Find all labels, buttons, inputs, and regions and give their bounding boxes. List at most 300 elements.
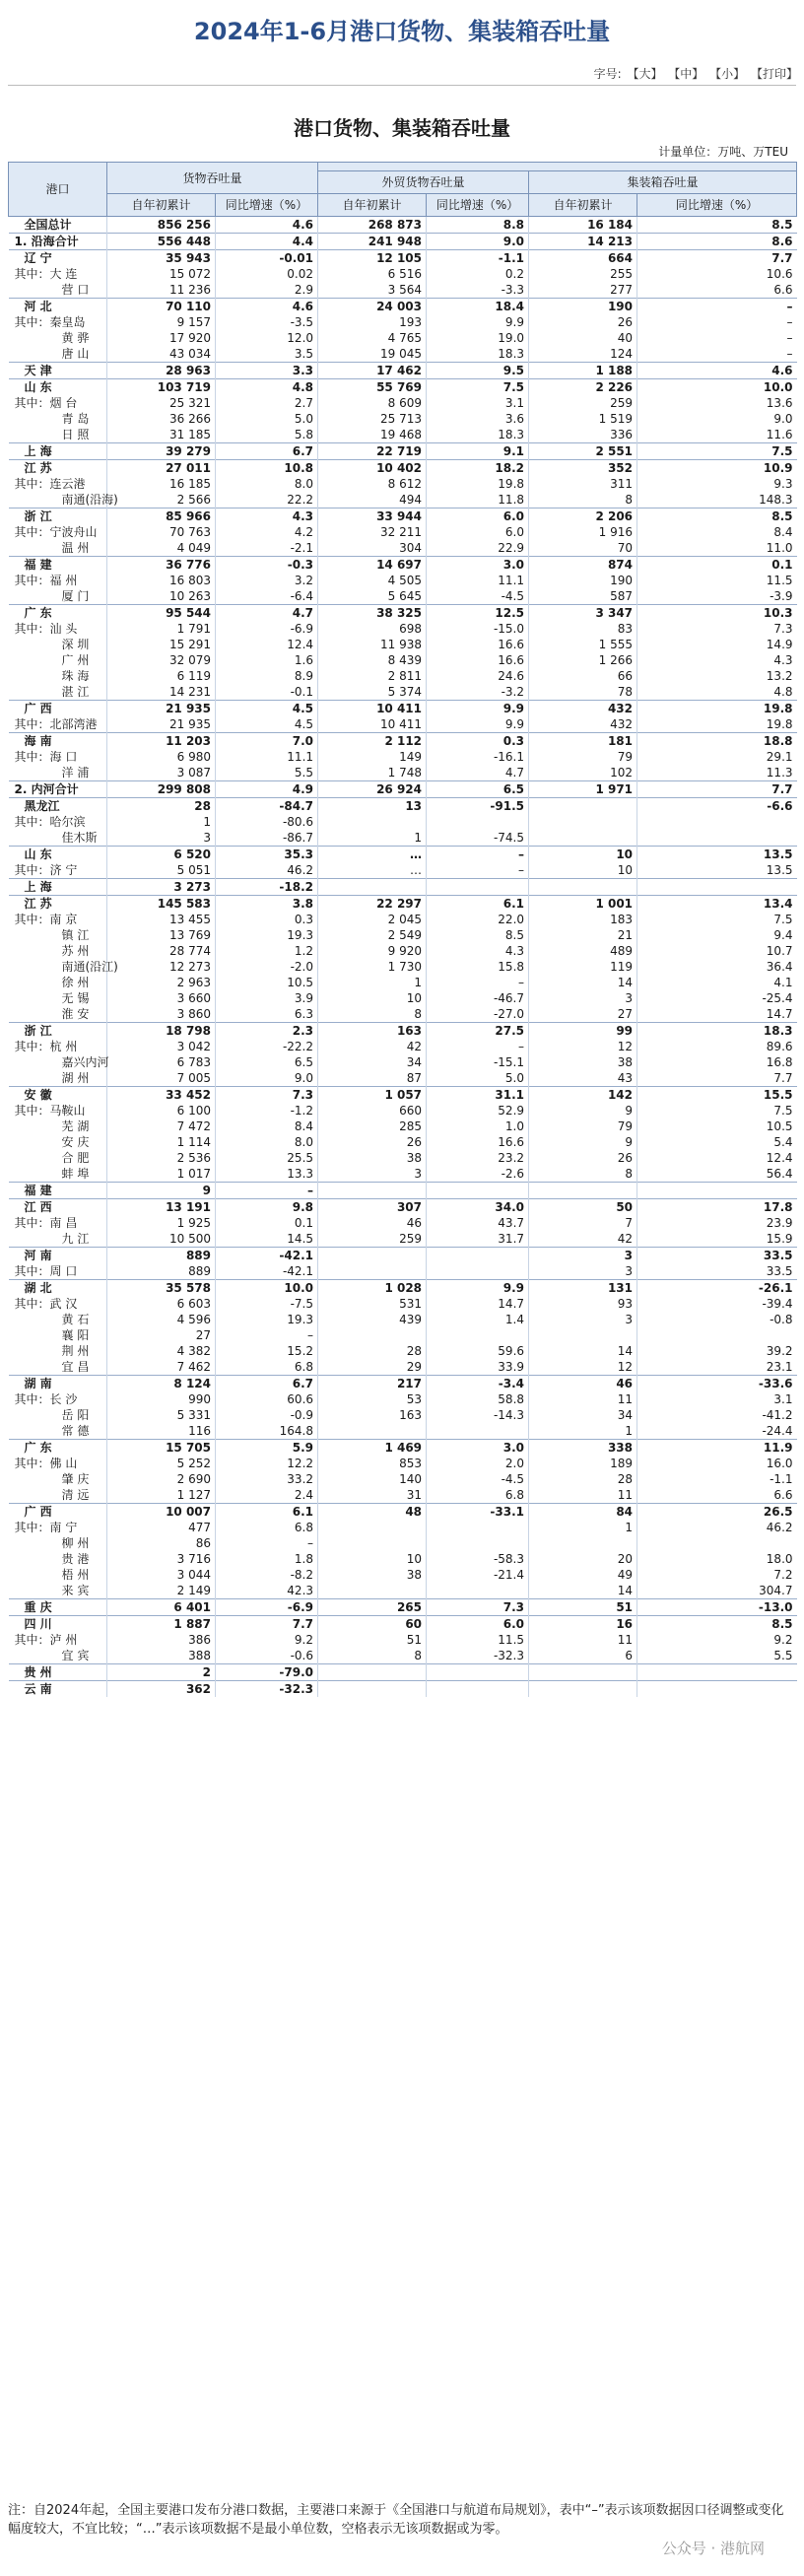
cell-cargo-yoy: 5.9 — [216, 1440, 318, 1457]
table-row — [9, 943, 797, 959]
cell-cargo-yoy: -80.6 — [216, 814, 318, 830]
cell-foreign-yoy: 16.6 — [427, 1134, 529, 1150]
cell-cargo-yoy: 9.8 — [216, 1199, 318, 1216]
cell-foreign-ytd: 26 924 — [318, 781, 427, 798]
cell-cargo-yoy: -6.9 — [216, 1599, 318, 1616]
cell-foreign-yoy: 9.9 — [427, 314, 529, 330]
cell-cargo-ytd: 3 660 — [107, 990, 216, 1006]
cell-port-name: 其中：佛 山 — [14, 1457, 78, 1470]
cell-container-yoy: 29.1 — [637, 749, 797, 765]
cell-foreign-ytd: 28 — [318, 1343, 427, 1359]
cell-foreign-yoy: 14.7 — [427, 1296, 529, 1312]
table-row — [9, 1681, 797, 1698]
cell-cargo-ytd: 16 803 — [107, 573, 216, 588]
cell-foreign-ytd: … — [318, 862, 427, 879]
cell-container-yoy: 11.5 — [637, 573, 797, 588]
cell-container-yoy: 11.6 — [637, 427, 797, 443]
cell-cargo-yoy: -0.01 — [216, 250, 318, 267]
cell-cargo-ytd: 9 157 — [107, 314, 216, 330]
cell-port-name: 清 远 — [61, 1488, 90, 1502]
table-row — [9, 1296, 797, 1312]
cell-cargo-ytd: 3 860 — [107, 1006, 216, 1023]
cell-cargo-yoy: -2.0 — [216, 959, 318, 975]
cell-cargo-yoy: 1.6 — [216, 652, 318, 668]
cell-container-yoy: 4.8 — [637, 684, 797, 701]
cell-container-yoy: 13.6 — [637, 395, 797, 411]
table-row — [9, 557, 797, 574]
table-row — [9, 234, 797, 250]
cell-foreign-ytd: 34 — [318, 1054, 427, 1070]
cell-cargo-yoy: – — [216, 1535, 318, 1551]
cell-cargo-ytd: 6 520 — [107, 847, 216, 863]
cell-foreign-ytd: 1 730 — [318, 959, 427, 975]
cell-container-yoy — [637, 879, 797, 896]
throughput-table — [8, 162, 797, 1697]
cell-port-name: 福 建 — [9, 1183, 107, 1199]
cell-container-ytd: 1 — [529, 1520, 637, 1535]
cell-container-ytd: 66 — [529, 668, 637, 684]
cell-container-yoy: 19.8 — [637, 701, 797, 717]
table-row — [9, 1632, 797, 1648]
table-row — [9, 1280, 797, 1297]
cell-container-ytd: 489 — [529, 943, 637, 959]
cell-foreign-yoy: 0.3 — [427, 733, 529, 750]
cell-port-name: 其中：马鞍山 — [14, 1104, 86, 1118]
cell-container-ytd: 93 — [529, 1296, 637, 1312]
cell-cargo-yoy: 42.3 — [216, 1583, 318, 1599]
cell-foreign-yoy: 4.7 — [427, 765, 529, 781]
cell-foreign-ytd: 531 — [318, 1296, 427, 1312]
cell-container-ytd — [529, 1183, 637, 1199]
table-row — [9, 427, 797, 443]
cell-cargo-yoy: 3.2 — [216, 573, 318, 588]
cell-container-yoy: 33.5 — [637, 1263, 797, 1280]
table-row — [9, 879, 797, 896]
cell-cargo-yoy: 7.3 — [216, 1087, 318, 1104]
cell-container-yoy: -0.8 — [637, 1312, 797, 1327]
table-row — [9, 1664, 797, 1681]
cell-container-yoy: 12.4 — [637, 1150, 797, 1166]
cell-port-name: 辽 宁 — [9, 250, 107, 267]
cell-port-name: 蚌 埠 — [61, 1167, 90, 1181]
cell-cargo-yoy: 13.3 — [216, 1166, 318, 1183]
cell-foreign-ytd: 698 — [318, 621, 427, 637]
table-row — [9, 830, 797, 847]
table-row — [9, 701, 797, 717]
cell-container-yoy: 11.3 — [637, 765, 797, 781]
cell-cargo-yoy: 2.7 — [216, 395, 318, 411]
cell-container-yoy: 18.3 — [637, 1023, 797, 1040]
cell-foreign-ytd: 3 — [318, 1166, 427, 1183]
cell-cargo-ytd: 14 231 — [107, 684, 216, 701]
cell-cargo-yoy: 2.9 — [216, 282, 318, 299]
cell-cargo-ytd: 15 072 — [107, 266, 216, 282]
cell-cargo-yoy: – — [216, 1327, 318, 1343]
cell-container-ytd: 142 — [529, 1087, 637, 1104]
cell-container-yoy: – — [637, 299, 797, 315]
cell-port-name: 黑龙江 — [9, 798, 107, 815]
table-row — [9, 476, 797, 492]
cell-foreign-ytd: 285 — [318, 1119, 427, 1134]
table-row — [9, 1183, 797, 1199]
cell-container-ytd: 49 — [529, 1567, 637, 1583]
cell-cargo-ytd: 18 798 — [107, 1023, 216, 1040]
cell-foreign-yoy: 3.0 — [427, 1440, 529, 1457]
cell-container-ytd: 3 — [529, 1312, 637, 1327]
cell-foreign-ytd: 259 — [318, 1231, 427, 1248]
cell-cargo-ytd: 2 690 — [107, 1471, 216, 1487]
cell-container-yoy: 16.0 — [637, 1456, 797, 1471]
cell-foreign-ytd: 217 — [318, 1376, 427, 1392]
cell-foreign-yoy — [427, 1248, 529, 1264]
font-size-label: 字号: — [593, 67, 622, 81]
table-row — [9, 1103, 797, 1119]
cell-cargo-ytd: 1 887 — [107, 1616, 216, 1633]
table-row — [9, 927, 797, 943]
cell-cargo-yoy: 14.5 — [216, 1231, 318, 1248]
cell-container-yoy: 33.5 — [637, 1248, 797, 1264]
cell-container-yoy: 8.5 — [637, 1616, 797, 1633]
table-row — [9, 1119, 797, 1134]
cell-foreign-yoy — [427, 1664, 529, 1681]
cell-cargo-yoy: 12.0 — [216, 330, 318, 346]
cell-container-yoy: 23.1 — [637, 1359, 797, 1376]
cell-container-yoy: 10.9 — [637, 460, 797, 477]
cell-container-yoy: 13.4 — [637, 896, 797, 913]
cell-port-name: 湖 南 — [9, 1376, 107, 1392]
cell-container-yoy: -24.4 — [637, 1423, 797, 1440]
table-row — [9, 621, 797, 637]
cell-cargo-ytd: 70 763 — [107, 524, 216, 540]
cell-port-name: 贵 港 — [61, 1552, 90, 1566]
table-row — [9, 1407, 797, 1423]
cell-port-name: 其中：汕 头 — [14, 622, 78, 636]
cell-container-ytd: 587 — [529, 588, 637, 605]
cell-container-ytd: 189 — [529, 1456, 637, 1471]
cell-port-name: 其中：南 昌 — [14, 1216, 78, 1230]
cell-container-ytd: 21 — [529, 927, 637, 943]
cell-cargo-yoy: -3.5 — [216, 314, 318, 330]
cell-container-ytd: 99 — [529, 1023, 637, 1040]
table-row — [9, 637, 797, 652]
cell-foreign-yoy: 9.5 — [427, 363, 529, 379]
cell-port-name: 上 海 — [9, 879, 107, 896]
cell-cargo-yoy: -0.6 — [216, 1648, 318, 1664]
cell-container-yoy: -41.2 — [637, 1407, 797, 1423]
cell-cargo-ytd: 21 935 — [107, 701, 216, 717]
cell-foreign-yoy: 1.0 — [427, 1119, 529, 1134]
cell-foreign-ytd — [318, 1583, 427, 1599]
cell-cargo-ytd: 6 603 — [107, 1296, 216, 1312]
cell-cargo-ytd: 28 — [107, 798, 216, 815]
cell-port-name: 无 锡 — [61, 991, 90, 1005]
cell-container-ytd: 9 — [529, 1134, 637, 1150]
table-row — [9, 266, 797, 282]
cell-cargo-ytd: 1 — [107, 814, 216, 830]
cell-port-name: 上 海 — [9, 443, 107, 460]
font-size-small-link[interactable]: 【小】 — [709, 67, 746, 81]
cell-cargo-yoy: 8.0 — [216, 1134, 318, 1150]
cell-cargo-ytd: 43 034 — [107, 346, 216, 363]
cell-foreign-ytd: 163 — [318, 1407, 427, 1423]
cell-port-name: 苏 州 — [61, 944, 90, 958]
cell-port-name: 1. 沿海合计 — [9, 234, 107, 250]
cell-cargo-ytd: 36 776 — [107, 557, 216, 574]
cell-foreign-ytd: 51 — [318, 1632, 427, 1648]
print-link[interactable]: 【打印】 — [750, 67, 798, 81]
cell-foreign-yoy: -58.3 — [427, 1551, 529, 1567]
cell-port-name: 其中：武 汉 — [14, 1297, 78, 1311]
cell-port-name: 温 州 — [61, 541, 90, 555]
cell-container-yoy: -33.6 — [637, 1376, 797, 1392]
cell-cargo-yoy: 1.8 — [216, 1551, 318, 1567]
cell-cargo-ytd: 2 963 — [107, 975, 216, 990]
cell-foreign-yoy: -1.1 — [427, 250, 529, 267]
cell-container-yoy: 11.9 — [637, 1440, 797, 1457]
cell-cargo-ytd: 39 279 — [107, 443, 216, 460]
cell-foreign-yoy: 6.1 — [427, 896, 529, 913]
cell-foreign-ytd: 10 402 — [318, 460, 427, 477]
cell-port-name: 全国总计 — [9, 217, 107, 234]
table-row — [9, 299, 797, 315]
table-row — [9, 1391, 797, 1407]
cell-port-name: 其中：福 州 — [14, 574, 78, 587]
table-row — [9, 1312, 797, 1327]
cell-cargo-ytd: 13 769 — [107, 927, 216, 943]
cell-container-yoy: 5.5 — [637, 1648, 797, 1664]
cell-cargo-ytd: 889 — [107, 1263, 216, 1280]
cell-foreign-yoy: 3.0 — [427, 557, 529, 574]
cell-port-name: 其中：连云港 — [14, 477, 86, 491]
font-size-medium-link[interactable]: 【中】 — [668, 67, 704, 81]
cell-container-yoy: 10.5 — [637, 1119, 797, 1134]
cell-foreign-ytd: 38 — [318, 1150, 427, 1166]
cell-container-ytd: 190 — [529, 299, 637, 315]
cell-foreign-ytd: 4 505 — [318, 573, 427, 588]
cell-foreign-yoy: -21.4 — [427, 1567, 529, 1583]
cell-container-ytd: 311 — [529, 476, 637, 492]
cell-container-yoy: 18.0 — [637, 1551, 797, 1567]
cell-foreign-ytd: 53 — [318, 1391, 427, 1407]
cell-container-ytd — [529, 830, 637, 847]
cell-foreign-ytd: … — [318, 847, 427, 863]
cell-container-ytd: 11 — [529, 1391, 637, 1407]
cell-cargo-yoy: 3.5 — [216, 346, 318, 363]
cell-foreign-ytd: 10 — [318, 1551, 427, 1567]
cell-foreign-yoy — [427, 1263, 529, 1280]
cell-cargo-ytd: 85 966 — [107, 508, 216, 525]
cell-foreign-yoy: -15.0 — [427, 621, 529, 637]
cell-cargo-yoy: 8.4 — [216, 1119, 318, 1134]
cell-container-yoy: -39.4 — [637, 1296, 797, 1312]
cell-foreign-yoy: 6.0 — [427, 1616, 529, 1633]
cell-container-ytd: 20 — [529, 1551, 637, 1567]
table-row — [9, 1039, 797, 1054]
cell-cargo-ytd: 7 472 — [107, 1119, 216, 1134]
font-size-large-link[interactable]: 【大】 — [627, 67, 663, 81]
cell-cargo-ytd: 33 452 — [107, 1087, 216, 1104]
cell-cargo-ytd: 990 — [107, 1391, 216, 1407]
cell-foreign-ytd — [318, 879, 427, 896]
cell-cargo-ytd: 70 110 — [107, 299, 216, 315]
cell-container-ytd — [529, 1681, 637, 1698]
cell-container-yoy: 14.7 — [637, 1006, 797, 1023]
cell-container-ytd: 7 — [529, 1215, 637, 1231]
cell-cargo-yoy: -7.5 — [216, 1296, 318, 1312]
cell-foreign-ytd: 2 549 — [318, 927, 427, 943]
cell-port-name: 襄 阳 — [61, 1328, 90, 1342]
table-row — [9, 749, 797, 765]
cell-foreign-ytd: 87 — [318, 1070, 427, 1087]
cell-container-yoy: 10.0 — [637, 379, 797, 396]
cell-container-ytd: 3 — [529, 990, 637, 1006]
cell-foreign-yoy: 7.5 — [427, 379, 529, 396]
cell-foreign-yoy — [427, 1681, 529, 1698]
table-row — [9, 1150, 797, 1166]
cell-cargo-yoy: 7.0 — [216, 733, 318, 750]
cell-foreign-yoy: 9.0 — [427, 234, 529, 250]
cell-port-name: 荆 州 — [61, 1344, 90, 1358]
cell-foreign-ytd: 3 564 — [318, 282, 427, 299]
cell-port-name: 其中：南 京 — [14, 913, 78, 926]
cell-cargo-yoy: 60.6 — [216, 1391, 318, 1407]
cell-cargo-yoy: 1.2 — [216, 943, 318, 959]
cell-cargo-ytd: 95 544 — [107, 605, 216, 622]
cell-container-yoy: 46.2 — [637, 1520, 797, 1535]
cell-port-name: 河 南 — [9, 1248, 107, 1264]
cell-foreign-ytd: 1 057 — [318, 1087, 427, 1104]
cell-cargo-yoy: 3.9 — [216, 990, 318, 1006]
cell-cargo-yoy: 6.7 — [216, 443, 318, 460]
cell-foreign-ytd: 25 713 — [318, 411, 427, 427]
cell-container-ytd: 8 — [529, 1166, 637, 1183]
cell-port-name: 深 圳 — [61, 638, 90, 651]
cell-container-yoy: -6.6 — [637, 798, 797, 815]
cell-container-ytd: 432 — [529, 716, 637, 733]
table-row — [9, 1166, 797, 1183]
table-row — [9, 1616, 797, 1633]
header-spacer — [318, 163, 797, 171]
watermark: 公众号 · 港航网 — [661, 2540, 765, 2557]
table-row — [9, 862, 797, 879]
cell-foreign-yoy: – — [427, 1039, 529, 1054]
cell-cargo-ytd: 4 382 — [107, 1343, 216, 1359]
cell-container-yoy: 17.8 — [637, 1199, 797, 1216]
cell-container-ytd: 336 — [529, 427, 637, 443]
cell-foreign-ytd — [318, 1535, 427, 1551]
cell-container-ytd: 10 — [529, 847, 637, 863]
table-row — [9, 765, 797, 781]
cell-container-ytd: 1 001 — [529, 896, 637, 913]
cell-foreign-yoy: 18.4 — [427, 299, 529, 315]
table-row — [9, 1359, 797, 1376]
cell-foreign-ytd: 38 — [318, 1567, 427, 1583]
cell-container-yoy: – — [637, 346, 797, 363]
cell-cargo-ytd: 362 — [107, 1681, 216, 1698]
cell-port-name: 福 建 — [9, 557, 107, 574]
cell-container-yoy: 10.6 — [637, 266, 797, 282]
cell-port-name: 江 苏 — [9, 896, 107, 913]
cell-port-name: 岳 阳 — [61, 1408, 90, 1422]
cell-foreign-ytd: 13 — [318, 798, 427, 815]
cell-port-name: 广 西 — [9, 1504, 107, 1521]
cell-port-name: 淮 安 — [61, 1007, 90, 1021]
cell-cargo-ytd: 2 536 — [107, 1150, 216, 1166]
cell-cargo-yoy: -42.1 — [216, 1248, 318, 1264]
cell-cargo-ytd: 477 — [107, 1520, 216, 1535]
header-foreign-ytd: 自年初累计 — [318, 194, 427, 217]
header-container-ytd: 自年初累计 — [529, 194, 637, 217]
cell-foreign-ytd: 241 948 — [318, 234, 427, 250]
cell-foreign-yoy: 1.4 — [427, 1312, 529, 1327]
cell-cargo-yoy: 6.3 — [216, 1006, 318, 1023]
cell-container-yoy: -25.4 — [637, 990, 797, 1006]
cell-foreign-ytd: 12 105 — [318, 250, 427, 267]
cell-port-name: 广 东 — [9, 1440, 107, 1457]
header-foreign-yoy: 同比增速（%） — [427, 194, 529, 217]
cell-cargo-yoy: 46.2 — [216, 862, 318, 879]
cell-foreign-ytd: 439 — [318, 1312, 427, 1327]
table-row — [9, 1551, 797, 1567]
cell-cargo-ytd: 10 007 — [107, 1504, 216, 1521]
cell-cargo-ytd: 3 273 — [107, 879, 216, 896]
footnote: 注：自2024年起，全国主要港口发布分港口数据，主要港口来源于《全国港口与航道布局规划》，表中“–”表示该项数据因口径调整或变化幅度较大，不宜比较；“…”表示该项数据不是最小单位数，空格表示无该项数据或为零。 — [8, 2503, 784, 2537]
cell-foreign-ytd: 29 — [318, 1359, 427, 1376]
table-row — [9, 588, 797, 605]
cell-container-ytd: 11 — [529, 1632, 637, 1648]
cell-foreign-ytd: 6 516 — [318, 266, 427, 282]
cell-foreign-ytd: 2 045 — [318, 912, 427, 927]
cell-cargo-ytd: 36 266 — [107, 411, 216, 427]
cell-container-ytd: 46 — [529, 1376, 637, 1392]
cell-foreign-yoy: 31.7 — [427, 1231, 529, 1248]
cell-cargo-yoy: -79.0 — [216, 1664, 318, 1681]
cell-cargo-ytd: 13 455 — [107, 912, 216, 927]
cell-cargo-ytd: 15 291 — [107, 637, 216, 652]
cell-foreign-ytd: 22 719 — [318, 443, 427, 460]
table-row — [9, 1248, 797, 1264]
cell-cargo-ytd: 5 051 — [107, 862, 216, 879]
table-row — [9, 684, 797, 701]
cell-container-yoy — [637, 1183, 797, 1199]
cell-foreign-yoy: -15.1 — [427, 1054, 529, 1070]
cell-container-ytd: 16 184 — [529, 217, 637, 234]
cell-foreign-yoy: 12.5 — [427, 605, 529, 622]
cell-cargo-ytd: 2 — [107, 1664, 216, 1681]
cell-cargo-yoy: 0.1 — [216, 1215, 318, 1231]
cell-foreign-yoy: 4.3 — [427, 943, 529, 959]
cell-foreign-yoy: 6.8 — [427, 1487, 529, 1504]
cell-foreign-yoy: 18.3 — [427, 427, 529, 443]
cell-cargo-yoy: -6.9 — [216, 621, 318, 637]
cell-cargo-ytd: 6 100 — [107, 1103, 216, 1119]
cell-foreign-yoy: 34.0 — [427, 1199, 529, 1216]
cell-container-yoy: 18.8 — [637, 733, 797, 750]
cell-container-yoy: 19.8 — [637, 716, 797, 733]
cell-port-name: 云 南 — [9, 1681, 107, 1698]
cell-foreign-ytd: 268 873 — [318, 217, 427, 234]
cell-cargo-yoy: -42.1 — [216, 1263, 318, 1280]
cell-cargo-yoy: 19.3 — [216, 927, 318, 943]
cell-container-yoy: 4.1 — [637, 975, 797, 990]
cell-cargo-yoy: -32.3 — [216, 1681, 318, 1698]
cell-cargo-yoy: 6.8 — [216, 1359, 318, 1376]
cell-cargo-yoy: -2.1 — [216, 540, 318, 557]
font-size-control — [592, 65, 798, 82]
cell-container-ytd: 84 — [529, 1504, 637, 1521]
cell-cargo-yoy: 0.02 — [216, 266, 318, 282]
header-container-yoy: 同比增速（%） — [637, 194, 797, 217]
